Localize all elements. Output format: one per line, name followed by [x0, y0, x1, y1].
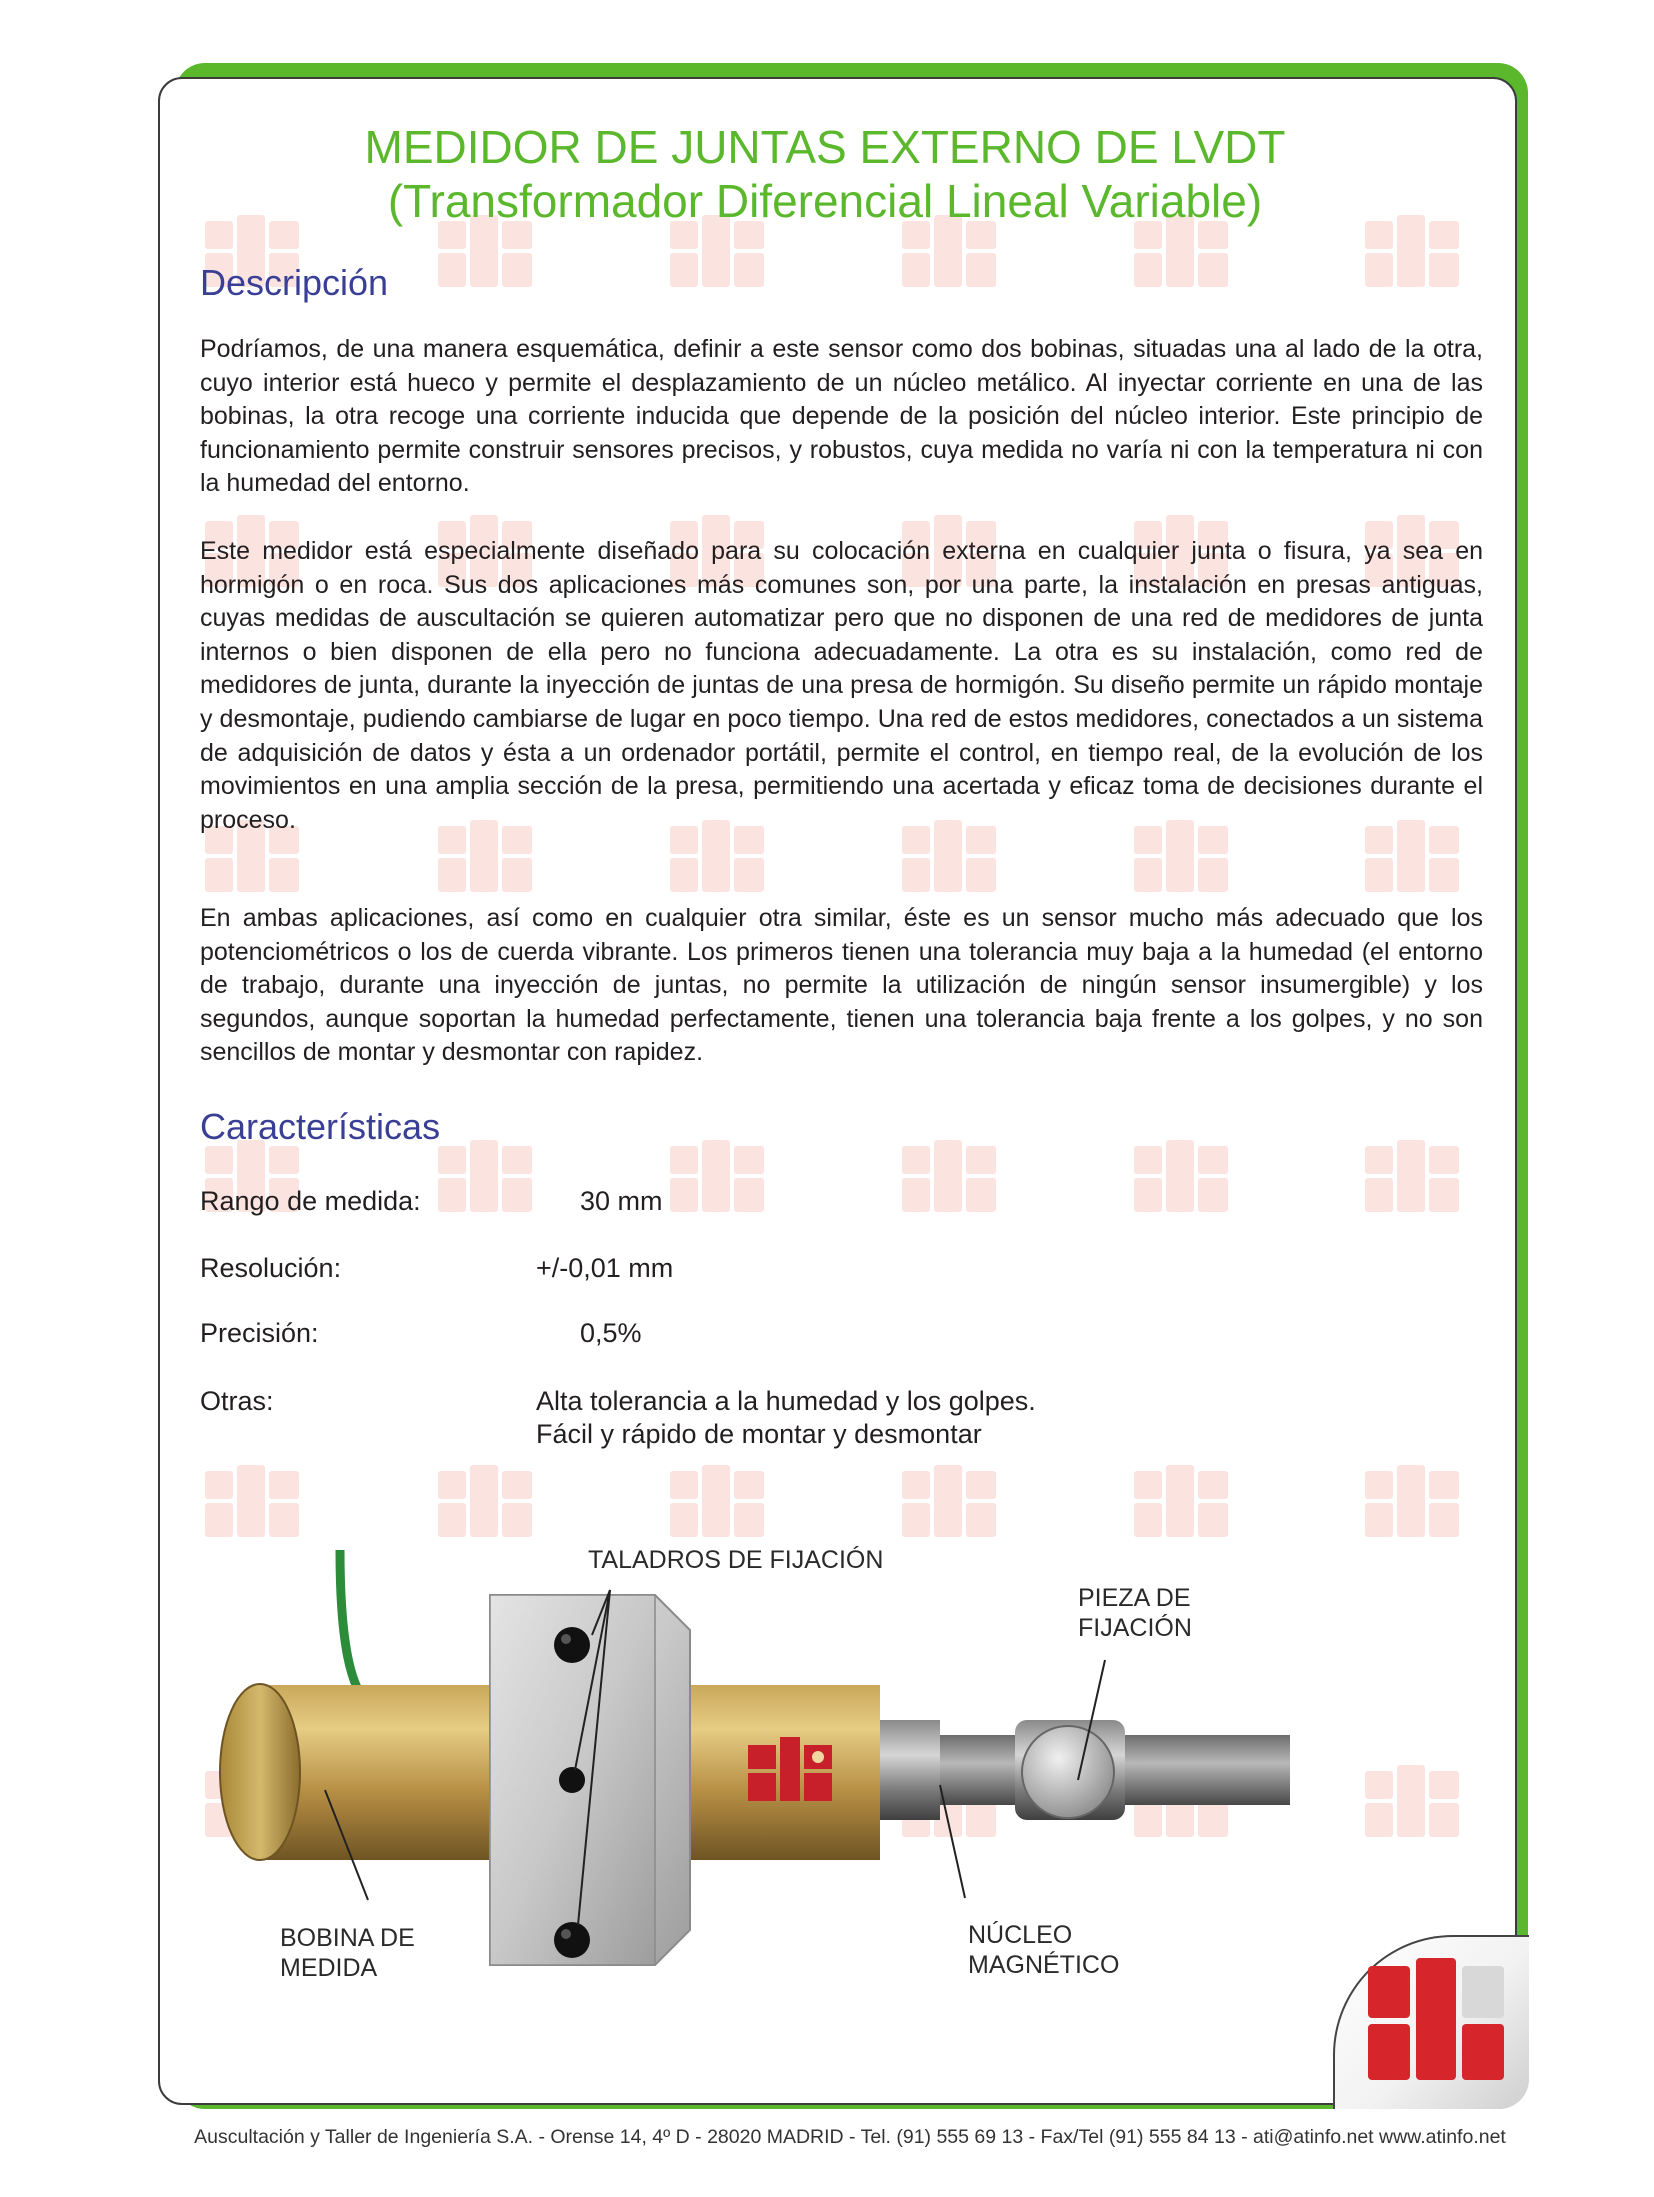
title-line-1: MEDIDOR DE JUNTAS EXTERNO DE LVDT [364, 121, 1286, 173]
callout-bobina-line-1: BOBINA DE [280, 1924, 415, 1952]
spec-value-otras-2: Fácil y rápido de montar y desmontar [536, 1419, 982, 1449]
spec-label-otras: Otras: [200, 1386, 274, 1416]
callout-bobina-line-2: MEDIDA [280, 1954, 378, 1982]
section-heading-descripcion: Descripción [200, 262, 389, 303]
spec-label-resolucion: Resolución: [200, 1253, 342, 1283]
callout-pieza-line-2: FIJACIÓN [1078, 1614, 1192, 1642]
callout-nucleo-line-2: MAGNÉTICO [968, 1951, 1120, 1979]
paragraph-3: En ambas aplicaciones, así como en cualquier otra similar, éste es un sensor mucho más adecuado que los potenciométricos o los de cuerda vibrante. Los primeros tienen una tolerancia muy baja a la humedad (el entorno de trabajo, durante una inyección de juntas, no permite la utilización de ningún sensor insumergible) y los segundos, aunque soportan la humedad perfectamente, tienen una tolerancia baja frente a los golpes, y no son sencillos de montar y desmontar con rapidez. [200, 904, 1483, 1067]
spec-label-rango: Rango de medida: [200, 1186, 421, 1216]
callout-taladros: TALADROS DE FIJACIÓN [588, 1546, 884, 1574]
spec-value-precision: 0,5% [580, 1318, 642, 1348]
paragraph-2: Este medidor está especialmente diseñado para su colocación externa en cualquier junta o fisura, ya sea en hormigón o en roca. Sus dos aplicaciones más comunes son, por una parte, la instalación en presas antiguas, cuyas medidas de auscultación se quieren automatizar pero que no disponen de una red de medidores de junta internos o bien disponen de ella pero no funciona adecuadamente. La otra es su instalación, como red de medidores de junta, durante la inyección de juntas de una presa de hormigón. Su diseño permite un rápido montaje y desmontaje, pudiendo cambiarse de lugar en poco tiempo. Una red de estos medidores, conectados a un sistema de adquisición de datos y ésta a un ordenador portátil, permite el control, en tiempo real, de la evolución de los movimientos en una amplia sección de la presa, permitiendo una acertada y eficaz toma de decisiones durante el proceso. [200, 537, 1483, 834]
callout-pieza-line-1: PIEZA DE [1078, 1584, 1191, 1612]
footer-contact: Auscultación y Taller de Ingeniería S.A. - Orense 14, 4º D - 28020 MADRID - Tel. (91) 555 69 13 - Fax/Tel (91) 555 84 13 - ati@atinfo.net www.atinfo.net [194, 2126, 1506, 2148]
title-line-2: (Transformador Diferencial Lineal Variable) [387, 175, 1263, 227]
spec-label-precision: Precisión: [200, 1318, 319, 1348]
spec-value-rango: 30 mm [580, 1186, 663, 1216]
section-heading-caracteristicas: Características [200, 1106, 441, 1147]
spec-value-resolucion: +/-0,01 mm [536, 1253, 674, 1283]
ati-logo [1368, 1958, 1508, 2083]
paragraph-1: Podríamos, de una manera esquemática, definir a este sensor como dos bobinas, situadas una al lado de la otra, cuyo interior está hueco y permite el desplazamiento de un núcleo metálico. Al inyectar corriente en una de las bobinas, la otra recoge una corriente inducida que depende de la posición del núcleo interior. Este principio de funcionamiento permite construir sensores precisos, y robustos, cuya medida no varía ni con la temperatura ni con la humedad del entorno. [200, 335, 1483, 498]
callout-nucleo-line-1: NÚCLEO [968, 1921, 1073, 1949]
spec-value-otras-1: Alta tolerancia a la humedad y los golpes. [536, 1386, 1036, 1416]
